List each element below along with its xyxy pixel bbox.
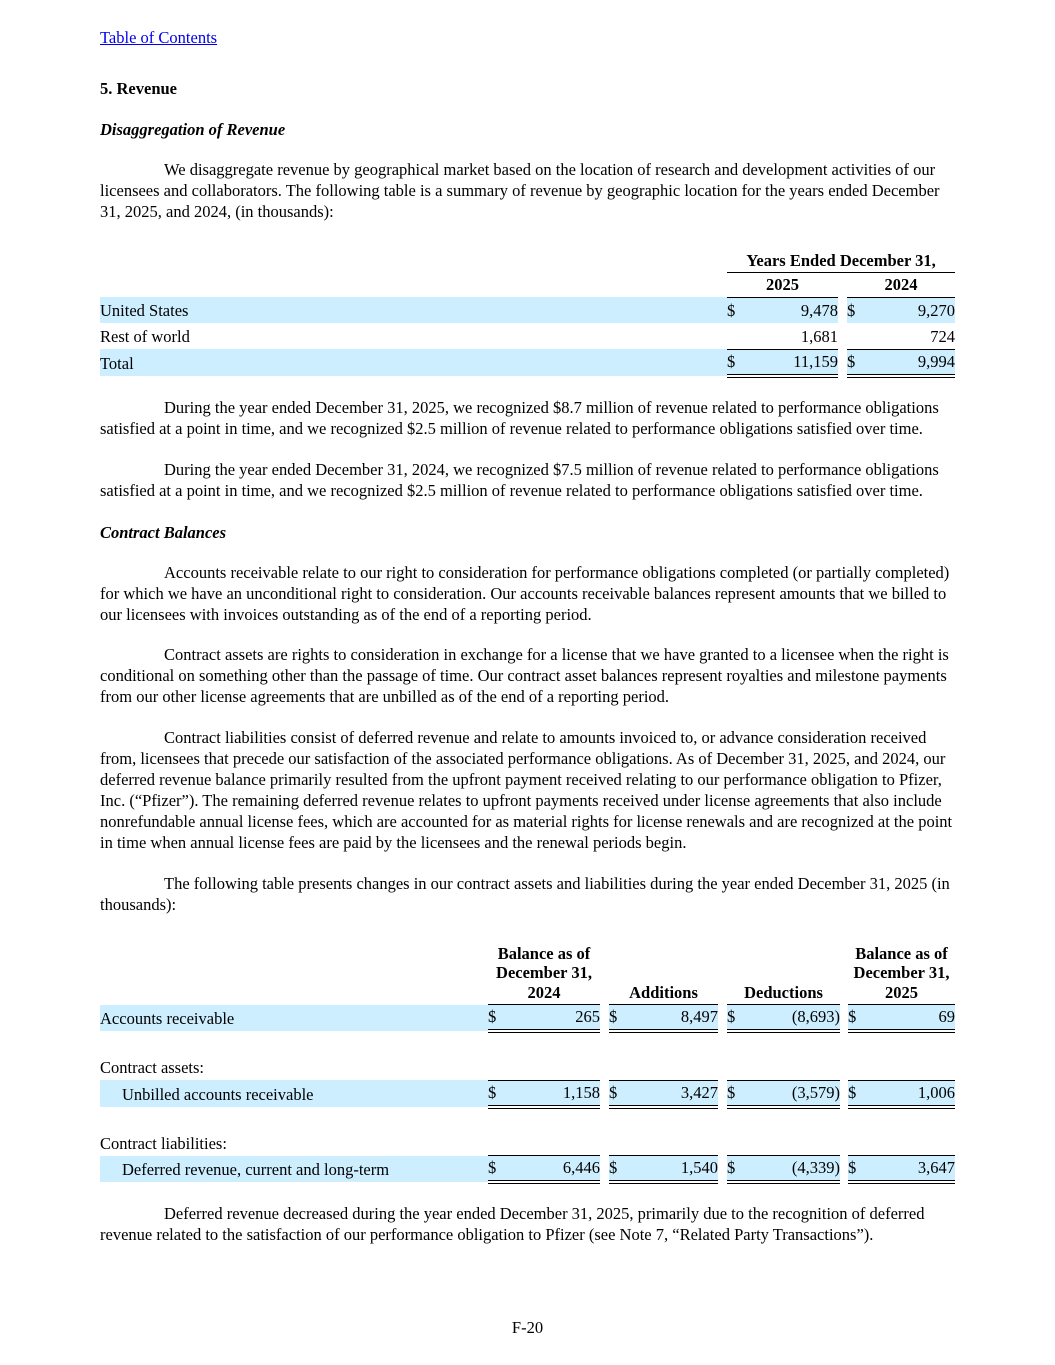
table1-span-header: Years Ended December 31, — [727, 249, 955, 273]
subheading-contract-balances: Contract Balances — [100, 522, 227, 542]
currency-symbol: $ — [727, 297, 749, 323]
currency-symbol: $ — [727, 1156, 749, 1183]
table-row-total — [100, 349, 955, 376]
currency-symbol: $ — [848, 1005, 870, 1032]
currency-symbol: $ — [727, 349, 749, 376]
currency-symbol: $ — [848, 1080, 870, 1107]
paragraph-contract-assets: Contract assets are rights to consideration in exchange for a license that we have granted to a licensee when the right is conditional on something other than the passage of time. Our contract asset balances represent royalties and milestone payments from our other license agreements that are unbilled as of the end of a reporting period. — [100, 645, 949, 707]
table1-header-2025: 2025 — [727, 273, 838, 297]
currency-symbol: $ — [847, 349, 869, 376]
header-balance-2024: Balance as of December 31, 2024 — [488, 942, 600, 1005]
value-deductions: (4,339) — [749, 1156, 840, 1183]
table2-header-row — [100, 942, 955, 1005]
spacer-row — [100, 1031, 955, 1054]
value-2024: 9,994 — [869, 349, 955, 376]
row-label: Contract liabilities: — [100, 1133, 227, 1153]
table-row-unbilled-accounts-receivable — [100, 1080, 955, 1107]
header-additions: Additions — [609, 942, 718, 1005]
section-heading-revenue: 5. Revenue — [100, 79, 177, 98]
row-label: Accounts receivable — [100, 1005, 488, 1032]
value-deductions: (8,693) — [749, 1005, 840, 1032]
paragraph-disaggregation: We disaggregate revenue by geographical market based on the location of research and development activities of our licensees and collaborators. The following table is a summary of revenue by geographic location for the years ended December 31, 2025, and 2024, (in thousands): — [100, 160, 940, 221]
paragraph-following-table: The following table presents changes in our contract assets and liabilities during the year ended December 31, 2025 (in thousands): — [100, 874, 950, 914]
row-label: Unbilled accounts receivable — [100, 1080, 488, 1107]
value-additions: 8,497 — [631, 1005, 718, 1032]
value-2025: 1,681 — [749, 323, 838, 349]
value-2024: 9,270 — [869, 297, 955, 323]
table1-span-header-row — [100, 249, 955, 273]
currency-symbol: $ — [848, 1156, 870, 1183]
revenue-by-geography-table — [100, 249, 955, 378]
value-balance-2024: 1,158 — [510, 1080, 600, 1107]
value-2024: 724 — [869, 323, 955, 349]
table1-header-2024: 2024 — [847, 273, 955, 297]
value-deductions: (3,579) — [749, 1080, 840, 1107]
table-row-contract-assets-category — [100, 1054, 955, 1080]
row-label: Contract assets: — [100, 1058, 205, 1078]
currency-symbol: $ — [609, 1080, 631, 1107]
value-balance-2025: 1,006 — [870, 1080, 955, 1107]
currency-symbol: $ — [488, 1005, 510, 1032]
currency-symbol: $ — [727, 1080, 749, 1107]
page-number: F-20 — [511, 1318, 544, 1337]
header-balance-2025: Balance as of December 31, 2025 — [848, 942, 955, 1005]
row-label: Total — [100, 349, 727, 376]
currency-symbol: $ — [488, 1080, 510, 1107]
table-row-contract-liabilities-category — [100, 1130, 955, 1156]
header-deductions: Deductions — [727, 942, 840, 1005]
table-row-united-states — [100, 297, 955, 323]
subheading-disaggregation-of-revenue: Disaggregation of Revenue — [100, 120, 286, 139]
value-balance-2025: 69 — [870, 1005, 955, 1032]
currency-symbol: $ — [488, 1156, 510, 1183]
table-of-contents-link[interactable]: Table of Contents — [100, 28, 218, 47]
row-label: United States — [100, 297, 727, 323]
paragraph-2025-recognition: During the year ended December 31, 2025, we recognized $8.7 million of revenue related to performance obligations satisfied at a point in time, and we recognized $2.5 million of revenue related to performance obligations satisfied over time. — [100, 397, 939, 438]
value-balance-2025: 3,647 — [870, 1156, 955, 1183]
paragraph-accounts-receivable: Accounts receivable relate to our right to consideration for performance obligations completed (or partially completed) for which we have an unconditional right to consideration. Our accounts receivable balances represent amounts that we billed to our licensees with invoices outstanding as of the end of a reporting period. — [100, 562, 950, 624]
spacer-row — [100, 1107, 955, 1130]
table-row-deferred-revenue — [100, 1156, 955, 1183]
value-additions: 3,427 — [631, 1080, 718, 1107]
paragraph-2024-recognition: During the year ended December 31, 2024, we recognized $7.5 million of revenue related to performance obligations satisfied at a point in time, and we recognized $2.5 million of revenue related to performance obligations satisfied over time. — [100, 459, 939, 500]
value-2025: 11,159 — [749, 349, 838, 376]
currency-symbol: $ — [847, 297, 869, 323]
value-additions: 1,540 — [631, 1156, 718, 1183]
currency-symbol: $ — [727, 1005, 749, 1032]
table1-year-header-row — [100, 273, 955, 297]
value-balance-2024: 6,446 — [510, 1156, 600, 1183]
table-row-rest-of-world — [100, 323, 955, 349]
currency-symbol: $ — [609, 1005, 631, 1032]
paragraph-contract-liabilities: Contract liabilities consist of deferred revenue and relate to amounts invoiced to, or advance consideration received from, licensees that precede our satisfaction of the associated performance obligations. As of December 31, 2025, and 2024, our deferred revenue balance primarily resulted from the upfront payment received relating to our performance obligation to Pfizer, Inc. (“Pfizer”). The remaining deferred revenue relates to upfront payments received under license agreements that also include nonrefundable annual license fees, which are accounted for as material rights for license renewals and are recognized at the point in time when annual license fees are paid by the licensees and the renewal periods begin. — [100, 728, 953, 853]
value-2025: 9,478 — [749, 297, 838, 323]
row-label: Rest of world — [100, 327, 190, 347]
contract-balances-table — [100, 942, 955, 1184]
value-balance-2024: 265 — [510, 1005, 600, 1032]
row-label: Deferred revenue, current and long-term — [100, 1156, 488, 1183]
table-row-accounts-receivable — [100, 1005, 955, 1032]
paragraph-deferred-revenue-decrease: Deferred revenue decreased during the year ended December 31, 2025, primarily due to the recognition of deferred revenue related to the satisfaction of our performance obligation to Pfizer (see Note 7, “Related Party Transactions”). — [100, 1204, 925, 1245]
currency-symbol: $ — [609, 1156, 631, 1183]
